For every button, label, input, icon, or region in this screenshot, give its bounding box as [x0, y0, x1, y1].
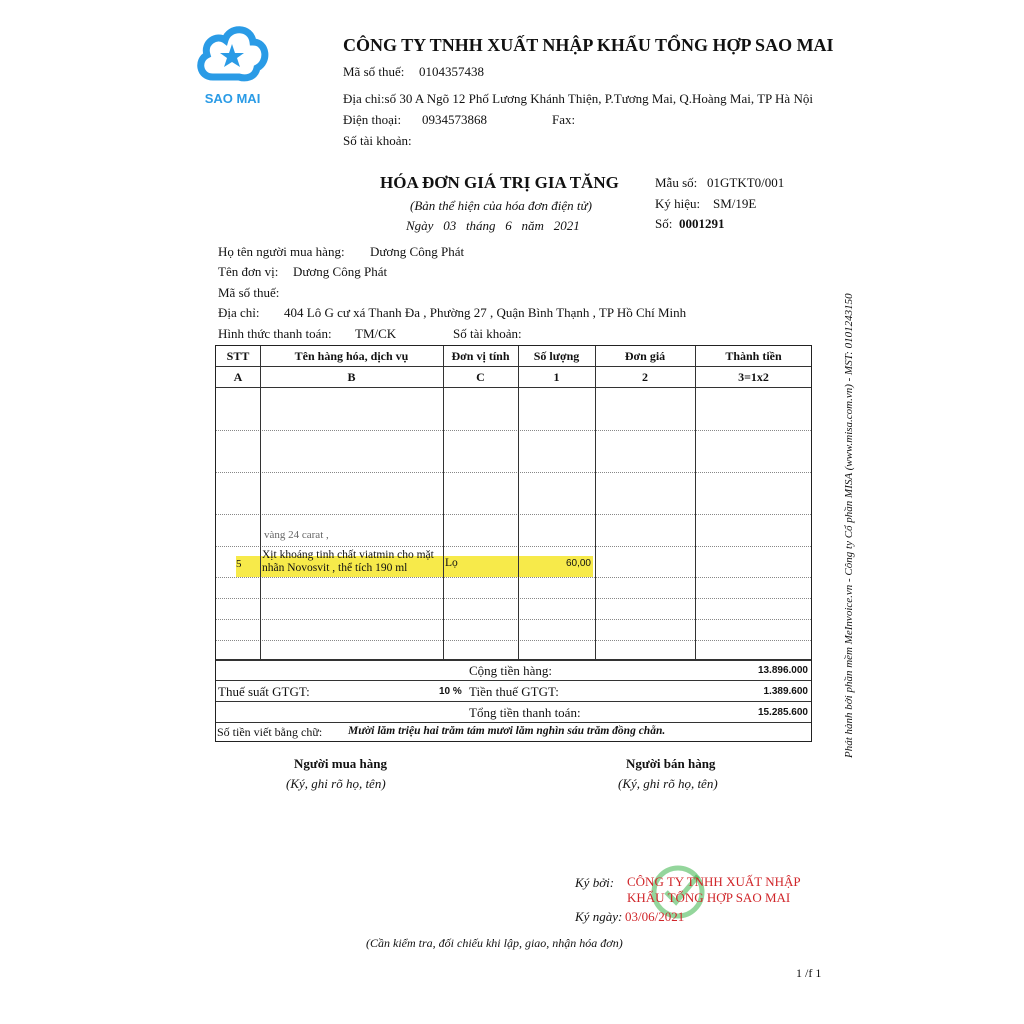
cloud-star-icon [195, 22, 270, 84]
vat-label: Tiền thuế GTGT: [469, 684, 559, 699]
side-issuer-text: Phát hành bởi phần mềm MeInvoice.vn - Công ty Cổ phần MISA (www.misa.com.vn) - MST: 0101243150 [843, 293, 855, 758]
form-value: 01GTKT0/001 [707, 175, 785, 190]
code-a: A [233, 370, 243, 384]
payment-label: Hình thức thanh toán: [218, 326, 332, 341]
signed-by-line2: KHẨU TỔNG HỢP SAO MAI [627, 890, 791, 905]
footer-note: (Cần kiểm tra, đối chiếu khi lập, giao, nhận hóa đơn) [366, 936, 623, 950]
header-name: Tên hàng hóa, dịch vụ [294, 349, 409, 363]
code-b: B [347, 370, 356, 384]
logo-text: SAO MAI [204, 91, 261, 106]
seller-fax-label: Fax: [552, 112, 576, 127]
vat-value: 1.389.600 [763, 686, 808, 697]
buyer-address: 404 Lô G cư xá Thanh Đa , Phường 27 , Quận Bình Thạnh , TP Hồ Chí Minh [284, 305, 687, 320]
header-qty: Số lượng [533, 349, 580, 363]
page-number: 1 /f 1 [796, 966, 822, 980]
buyer-sign-title: Người mua hàng [294, 756, 388, 771]
header-price: Đơn giá [624, 349, 666, 363]
seller-address: Địa chỉ:số 30 A Ngõ 12 Phố Lương Khánh Thiện, P.Tương Mai, Q.Hoàng Mai, TP Hà Nội [343, 91, 813, 106]
seller-phone: 0934573868 [422, 112, 487, 127]
seller-tax: 0104357438 [419, 64, 484, 79]
row-qty: 60,00 [565, 558, 591, 569]
subtotal-label: Cộng tiền hàng: [469, 663, 553, 678]
invoice-subtitle: (Bản thể hiện của hóa đơn điện tử) [410, 198, 592, 213]
signed-by-line1: CÔNG TY TNHH XUẤT NHẬP [627, 874, 801, 889]
words-label: Số tiền viết bằng chữ: [217, 725, 323, 739]
invoice-title: HÓA ĐƠN GIÁ TRỊ GIA TĂNG [380, 173, 619, 192]
invoice-date: Ngày 03 tháng 6 năm 2021 [406, 218, 580, 233]
number-label: Số: [655, 216, 673, 231]
signed-by-label: Ký bởi: [575, 875, 615, 890]
vat-rate-label: Thuế suất GTGT: [218, 684, 310, 699]
buyer-account-label: Số tài khoản: [453, 326, 522, 341]
buyer-sign-note: (Ký, ghi rõ họ, tên) [286, 776, 386, 791]
signed-date-label: Ký ngày: [575, 909, 623, 924]
invoice-table [215, 345, 812, 742]
buyer-unit: Dương Công Phát [293, 264, 388, 279]
code-2: 2 [642, 370, 648, 384]
invoice-number: 0001291 [679, 216, 725, 231]
partial-item-text: vàng 24 carat , [264, 529, 329, 541]
symbol-value: SM/19E [713, 196, 757, 211]
total-value: 15.285.600 [757, 707, 808, 718]
buyer-name: Dương Công Phát [370, 244, 465, 259]
payment-method: TM/CK [355, 326, 397, 341]
buyer-unit-label: Tên đơn vị: [218, 264, 279, 279]
seller-account-label: Số tài khoản: [343, 133, 412, 148]
header-amount: Thành tiền [725, 349, 782, 363]
header-unit: Đơn vị tính [451, 349, 510, 363]
seller-phone-label: Điện thoại: [343, 112, 402, 127]
row-unit: Lọ [445, 557, 458, 569]
buyer-name-label: Họ tên người mua hàng: [218, 244, 345, 259]
symbol-label: Ký hiệu: [655, 196, 701, 211]
header-stt: STT [226, 349, 250, 363]
buyer-tax-label: Mã số thuế: [218, 285, 280, 300]
code-c: C [476, 370, 485, 384]
company-logo [195, 22, 270, 107]
signed-date: 03/06/2021 [625, 909, 685, 924]
row-stt: 5 [236, 558, 242, 570]
code-1: 1 [553, 370, 560, 384]
code-3: 3=1x2 [738, 370, 769, 384]
row-name: Xịt khoáng tinh chất viatmin cho mặt nhãn Novosvit , thể tích 190 ml [262, 549, 434, 574]
seller-tax-label: Mã số thuế: [343, 64, 405, 79]
subtotal-value: 13.896.000 [757, 665, 808, 676]
seller-sign-title: Người bán hàng [626, 756, 716, 771]
form-label: Mẫu số: [655, 175, 698, 190]
total-label: Tổng tiền thanh toán: [469, 705, 581, 720]
seller-sign-note: (Ký, ghi rõ họ, tên) [618, 776, 718, 791]
vat-rate: 10 % [439, 686, 462, 697]
amount-in-words: Mười lăm triệu hai trăm tám mươi lăm nghìn sáu trăm đồng chẵn. [348, 725, 666, 737]
seller-name: CÔNG TY TNHH XUẤT NHẬP KHẨU TỔNG HỢP SAO MAI [343, 35, 834, 55]
buyer-address-label: Địa chỉ: [218, 305, 260, 320]
